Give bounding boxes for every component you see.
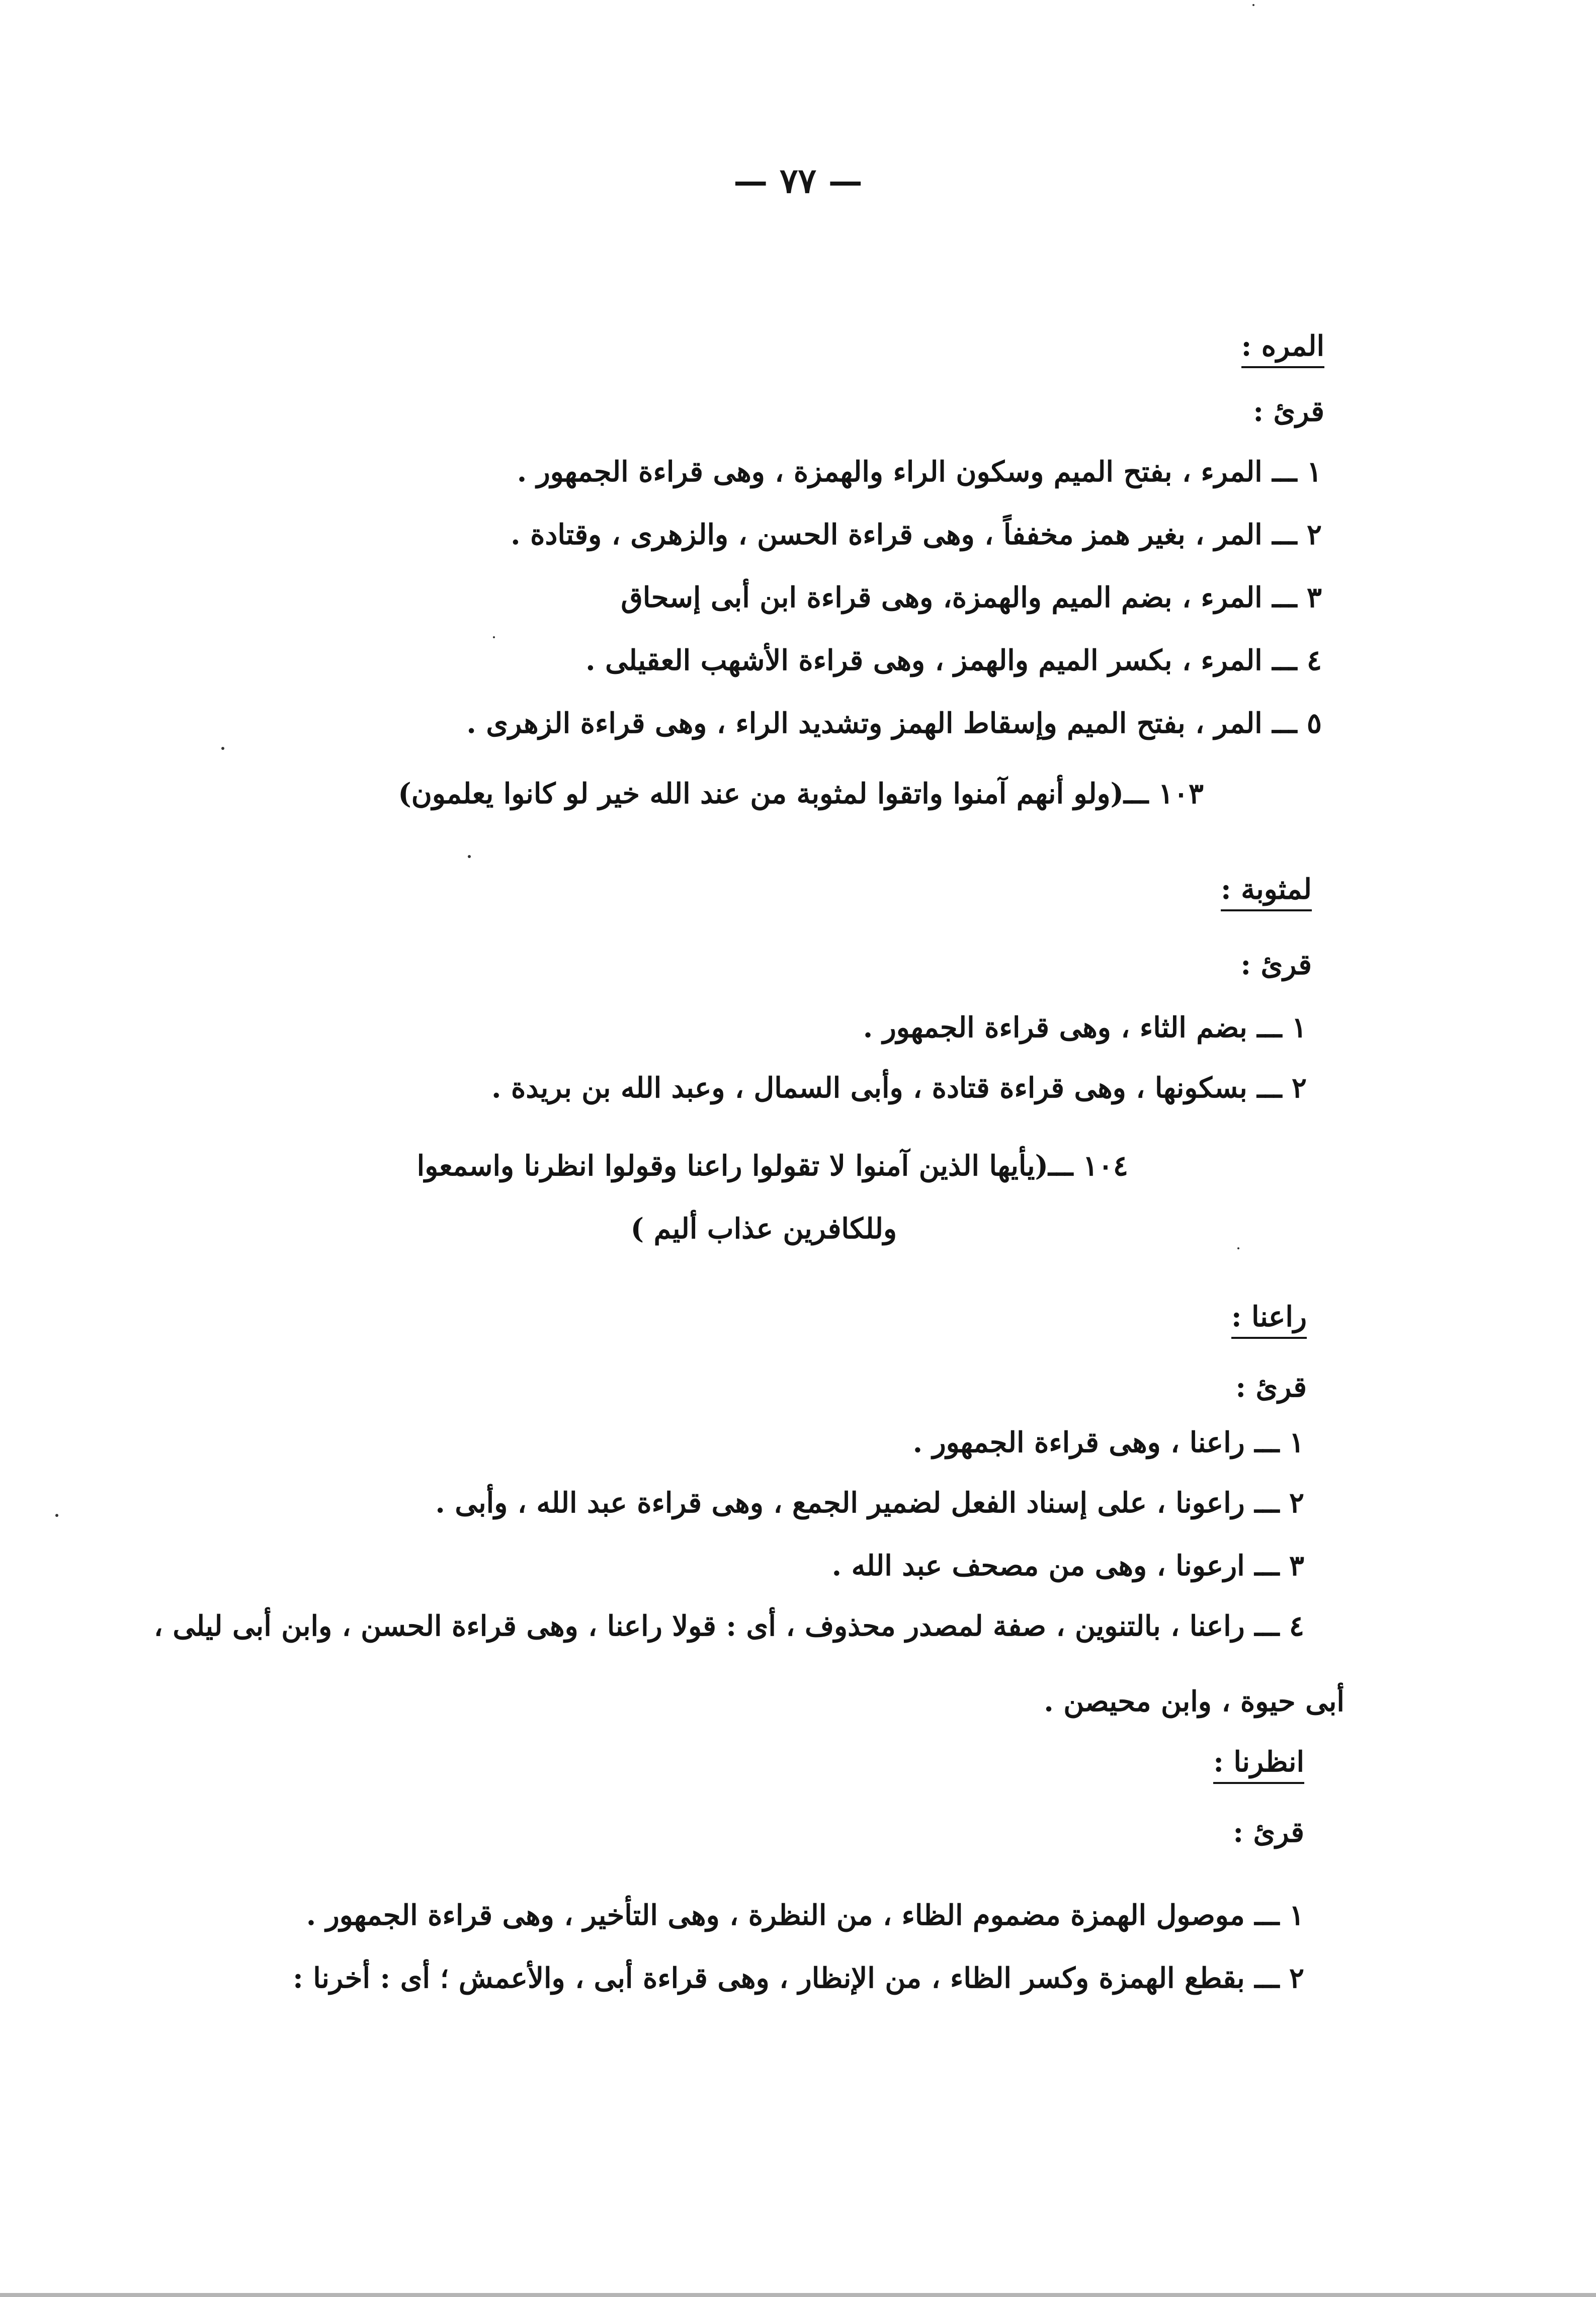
page-number: — ٧٧ — [733,161,863,201]
reading-item: ٢ ـــ بقطع الهمزة وكسر الظاء ، من الإنظار ، وهى قراءة أبى ، والأعمش ؛ أى : أخرنا : [293,1962,1304,1995]
section-heading-unzurna: انظرنا : [1213,1745,1304,1784]
scan-speck [493,636,495,638]
reading-item: ٢ ـــ بسكونها ، وهى قراءة قتادة ، وأبى السمال ، وعبد الله بن بريدة . [491,1071,1307,1104]
qura-label: قرئ : [1235,1371,1307,1404]
scan-speck [468,855,471,858]
qura-label: قرئ : [1253,395,1324,428]
reading-continuation: أبى حيوة ، وابن محيصن . [1044,1685,1345,1718]
reading-item: ٢ ـــ راعونا ، على إسناد الفعل لضمير الجمع ، وهى قراءة عبد الله ، وأبى . [435,1486,1304,1519]
qura-label: قرئ : [1233,1816,1304,1849]
reading-item: ٤ ـــ راعنا ، بالتنوين ، صفة لمصدر محذوف ، أى : قولا راعنا ، وهى قراءة الحسن ، وابن أبى ليلى ، [153,1609,1304,1643]
section-heading-mathuba: لمثوبة : [1221,873,1312,911]
scan-speck [221,747,224,750]
verse-104-line2: وللكافرين عذاب أليم ) [630,1212,897,1245]
scan-speck [1237,1247,1239,1249]
page-bottom-border [0,2293,1596,2297]
scan-speck [55,1514,58,1517]
reading-item: ٢ ـــ المر ، بغير همز مخففاً ، وهى قراءة الحسن ، والزهرى ، وقتادة . [511,518,1322,551]
section-heading-raina: راعنا : [1231,1300,1307,1339]
reading-item: ٥ ـــ المر ، بفتح الميم وإسقاط الهمز وتشديد الراء ، وهى قراءة الزهرى . [466,707,1322,740]
section-heading-almar: المره : [1241,329,1324,368]
verse-103: ١٠٣ ـــ(ولو أنهم آمنوا واتقوا لمثوبة من عند الله خير لو كانوا يعلمون) [398,777,1204,810]
reading-item: ٤ ـــ المرء ، بكسر الميم والهمز ، وهى قراءة الأشهب العقيلى . [585,644,1322,677]
reading-item: ١ ـــ بضم الثاء ، وهى قراءة الجمهور . [863,1011,1307,1044]
reading-item: ١ ـــ راعنا ، وهى قراءة الجمهور . [912,1426,1304,1459]
reading-item: ١ ـــ موصول الهمزة مضموم الظاء ، من النظرة ، وهى التأخير ، وهى قراءة الجمهور . [306,1899,1304,1932]
reading-item: ١ ـــ المرء ، بفتح الميم وسكون الراء والهمزة ، وهى قراءة الجمهور . [517,455,1322,488]
reading-item: ٣ ـــ المرء ، بضم الميم والهمزة، وهى قراءة ابن أبى إسحاق [621,581,1322,614]
qura-label: قرئ : [1240,948,1312,981]
verse-104-line1: ١٠٤ ـــ(يأيها الذين آمنوا لا تقولوا راعنا وقولوا انظرنا واسمعوا [416,1149,1128,1182]
reading-item: ٣ ـــ ارعونا ، وهى من مصحف عبد الله . [831,1549,1304,1582]
scan-speck [1252,4,1254,6]
